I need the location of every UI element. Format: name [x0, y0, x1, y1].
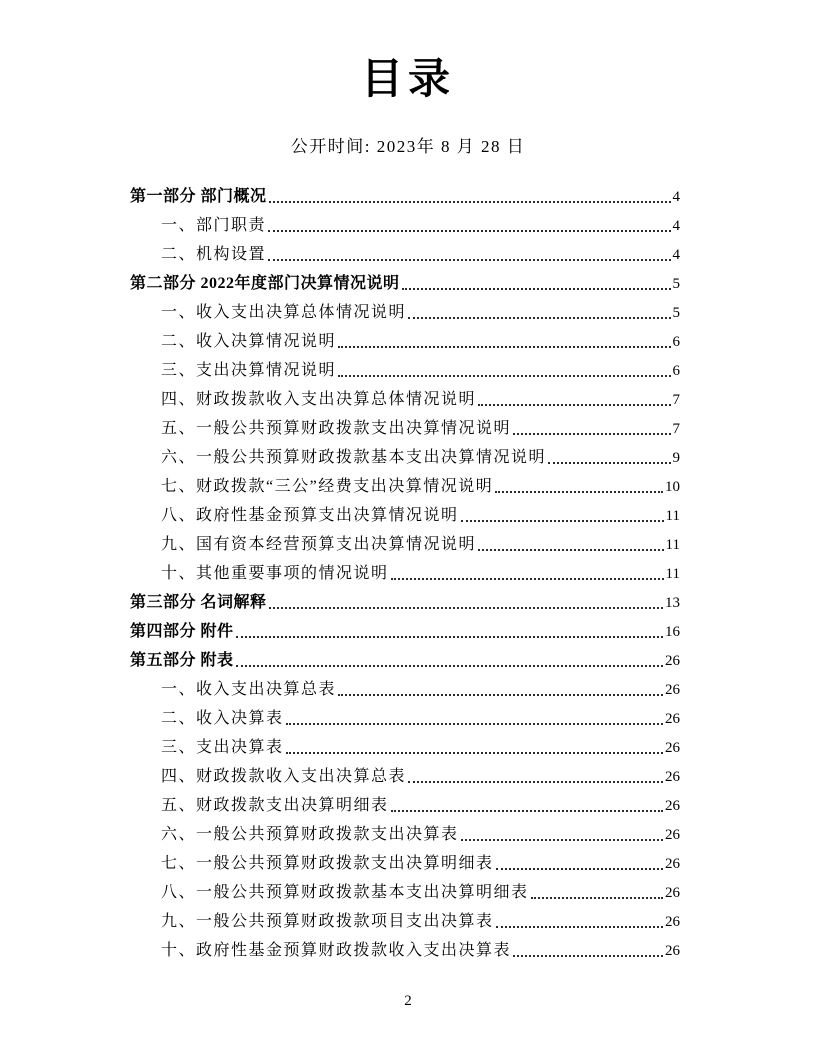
dot-leader	[286, 723, 663, 725]
toc-entry-label: 六、一般公共预算财政拨款支出决算表	[161, 826, 459, 844]
toc-entry-page-number: 7	[672, 421, 680, 438]
toc-entry-page-number: 4	[672, 189, 680, 206]
dot-leader	[461, 520, 664, 522]
dot-leader	[531, 897, 663, 899]
page-title: 目录	[360, 55, 455, 102]
toc-entry[interactable]	[130, 556, 680, 585]
dot-leader	[548, 462, 670, 464]
dot-leader	[236, 636, 663, 638]
toc-entry-page-number: 13	[665, 595, 680, 612]
toc-entry-page-number: 5	[672, 305, 680, 322]
toc-entry-label: 四、财政拨款收入支出决算总表	[161, 768, 407, 786]
toc-entry-label: 二、机构设置	[161, 246, 267, 264]
toc-entry[interactable]	[130, 208, 680, 237]
dot-leader	[268, 259, 670, 261]
toc-entry-label: 第一部分 部门概况	[130, 188, 267, 206]
toc-entry[interactable]	[130, 527, 680, 556]
toc-entry-label: 第五部分 附表	[130, 652, 234, 670]
toc-entry-page-number: 9	[672, 450, 680, 467]
dot-leader	[268, 230, 670, 232]
toc-entry-label: 七、一般公共预算财政拨款支出决算明细表	[161, 855, 494, 873]
toc-entry[interactable]	[130, 440, 680, 469]
toc-entry[interactable]	[130, 730, 680, 759]
dot-leader	[236, 665, 663, 667]
toc-entry[interactable]	[130, 933, 680, 962]
dot-leader	[391, 578, 664, 580]
toc-entry-label: 三、支出决算情况说明	[161, 362, 337, 380]
toc-entry-label: 十、其他重要事项的情况说明	[161, 565, 389, 583]
toc-entry-label: 一、收入支出决算总表	[161, 681, 337, 699]
toc-entry-page-number: 16	[665, 624, 680, 641]
dot-leader	[402, 288, 671, 290]
toc-entry-page-number: 26	[665, 740, 680, 757]
toc-entry-label: 三、支出决算表	[161, 739, 284, 757]
toc-entry[interactable]	[130, 353, 680, 382]
toc-entry-label: 六、一般公共预算财政拨款基本支出决算情况说明	[161, 449, 547, 467]
toc-entry[interactable]	[130, 614, 680, 643]
table-of-contents	[0, 179, 816, 962]
toc-entry[interactable]	[130, 382, 680, 411]
toc-entry[interactable]	[130, 266, 680, 295]
toc-entry-label: 八、一般公共预算财政拨款基本支出决算明细表	[161, 884, 529, 902]
toc-entry-page-number: 26	[665, 856, 680, 873]
toc-entry[interactable]	[130, 759, 680, 788]
toc-entry[interactable]	[130, 875, 680, 904]
toc-entry-page-number: 26	[665, 798, 680, 815]
toc-entry-label: 九、国有资本经营预算支出决算情况说明	[161, 536, 477, 554]
toc-entry-label: 第三部分 名词解释	[130, 594, 267, 612]
toc-entry-label: 第二部分 2022年度部门决算情况说明	[130, 275, 400, 293]
toc-entry-label: 一、部门职责	[161, 217, 267, 235]
toc-entry[interactable]	[130, 237, 680, 266]
dot-leader	[478, 549, 664, 551]
toc-entry-page-number: 26	[665, 769, 680, 786]
toc-entry[interactable]	[130, 904, 680, 933]
dot-leader	[496, 868, 663, 870]
dot-leader	[478, 404, 670, 406]
toc-entry-label: 二、收入决算情况说明	[161, 333, 337, 351]
toc-entry[interactable]	[130, 672, 680, 701]
toc-entry[interactable]	[130, 643, 680, 672]
toc-entry-page-number: 6	[672, 334, 680, 351]
toc-entry-page-number: 7	[672, 392, 680, 409]
dot-leader	[391, 810, 663, 812]
toc-entry-page-number: 26	[665, 711, 680, 728]
toc-entry-label: 五、财政拨款支出决算明细表	[161, 797, 389, 815]
dot-leader	[513, 433, 670, 435]
toc-entry-page-number: 6	[672, 363, 680, 380]
toc-entry[interactable]	[130, 585, 680, 614]
toc-entry[interactable]	[130, 411, 680, 440]
toc-entry[interactable]	[130, 817, 680, 846]
toc-entry-page-number: 11	[665, 537, 680, 554]
toc-entry-page-number: 26	[665, 653, 680, 670]
dot-leader	[461, 839, 663, 841]
toc-entry-page-number: 11	[665, 508, 680, 525]
toc-entry-page-number: 26	[665, 827, 680, 844]
toc-entry[interactable]	[130, 788, 680, 817]
toc-entry-label: 九、一般公共预算财政拨款项目支出决算表	[161, 913, 494, 931]
toc-entry-label: 十、政府性基金预算财政拨款收入支出决算表	[161, 942, 512, 960]
toc-entry-page-number: 26	[665, 682, 680, 699]
toc-entry-page-number: 5	[672, 276, 680, 293]
toc-entry-page-number: 4	[672, 218, 680, 235]
toc-entry-page-number: 26	[665, 885, 680, 902]
dot-leader	[408, 781, 663, 783]
publish-date: 公开时间: 2023年 8 月 28 日	[290, 137, 526, 157]
dot-leader	[496, 926, 663, 928]
dot-leader	[269, 607, 663, 609]
dot-leader	[495, 491, 663, 493]
dot-leader	[286, 752, 663, 754]
toc-entry[interactable]	[130, 701, 680, 730]
toc-entry-label: 二、收入决算表	[161, 710, 284, 728]
toc-entry-page-number: 4	[672, 247, 680, 264]
dot-leader	[408, 317, 670, 319]
toc-entry-label: 四、财政拨款收入支出决算总体情况说明	[161, 391, 477, 409]
toc-entry-label: 第四部分 附件	[130, 623, 234, 641]
toc-entry[interactable]	[130, 295, 680, 324]
dot-leader	[338, 375, 670, 377]
toc-entry-page-number: 10	[665, 479, 680, 496]
toc-entry-label: 一、收入支出决算总体情况说明	[161, 304, 407, 322]
toc-entry-label: 八、政府性基金预算支出决算情况说明	[161, 507, 459, 525]
dot-leader	[338, 694, 663, 696]
toc-entry-label: 五、一般公共预算财政拨款支出决算情况说明	[161, 420, 512, 438]
dot-leader	[338, 346, 670, 348]
dot-leader	[269, 201, 671, 203]
footer-page-number: 2	[404, 993, 412, 1009]
toc-entry[interactable]	[130, 179, 680, 208]
toc-entry[interactable]	[130, 498, 680, 527]
toc-entry-page-number: 26	[665, 914, 680, 931]
toc-entry[interactable]	[130, 324, 680, 353]
toc-entry-page-number: 11	[665, 566, 680, 583]
toc-entry-label: 七、财政拨款“三公”经费支出决算情况说明	[161, 478, 494, 496]
toc-entry[interactable]	[130, 469, 680, 498]
dot-leader	[513, 955, 663, 957]
toc-entry[interactable]	[130, 846, 680, 875]
toc-entry-page-number: 26	[665, 943, 680, 960]
